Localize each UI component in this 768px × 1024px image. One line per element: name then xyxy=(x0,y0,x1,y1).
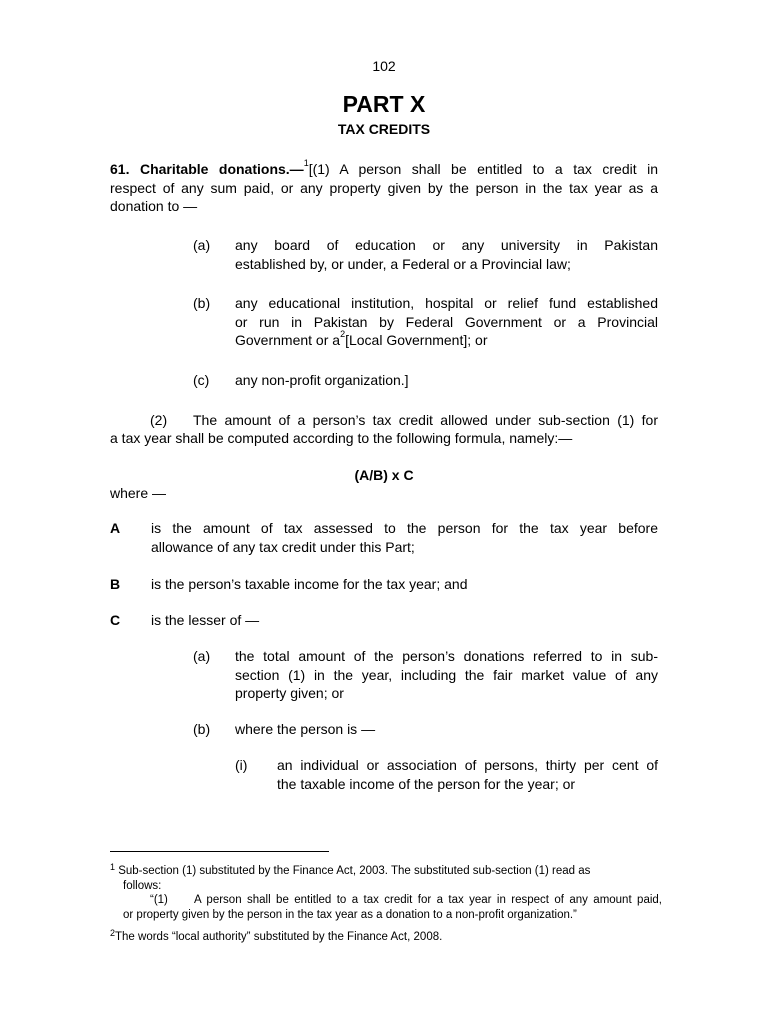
clause-label-b: (b) xyxy=(193,295,211,311)
clause-label-c: (c) xyxy=(193,372,210,388)
clause-b-last-line: Government or $a^2[Local$ Government]; or xyxy=(235,329,488,348)
c-label-b: (b) xyxy=(193,721,211,737)
c-item-a: the total amount of the person’s donations referred to in sub- section (1) in the year, including the fair market value of any property given; or xyxy=(235,648,658,701)
clause-c: any non-profit organization.] xyxy=(235,372,409,388)
subsection-2-line2: a tax year shall be computed according to the following formula, namely:— xyxy=(110,430,573,446)
footnote-1-mark: 1 xyxy=(110,862,116,872)
section-61-line1: 61. Charitable donations.—$^1$[(1) A person shall be entitled to a tax credit in xyxy=(110,158,658,177)
footnote-separator xyxy=(110,851,329,852)
sub-label-i: (i) xyxy=(235,757,248,773)
def-term-a: A xyxy=(110,520,121,536)
part-title: PART X xyxy=(342,91,426,117)
c-label-a: (a) xyxy=(193,648,211,664)
def-a: is the amount of tax assessed to the person for the tax year before allowance of any tax credit under this Part; xyxy=(151,520,658,555)
page-number: 102 xyxy=(372,58,396,74)
part-subtitle: TAX CREDITS xyxy=(337,121,431,137)
clause-a: any board of education or any university in Pakistan established by, or under, a Federal or a Provincial law; xyxy=(235,237,658,272)
section-61-intro xyxy=(110,160,658,216)
subsection-2-line1: The amount of a person’s tax credit allowed under sub-section (1) for xyxy=(193,412,658,428)
def-term-b: B xyxy=(110,576,121,592)
clause-label-a: (a) xyxy=(193,237,211,253)
footnote-ref-1: 1 xyxy=(303,158,309,168)
section-61-line3: donation to — xyxy=(110,198,198,214)
clause-b: any educational institution, hospital or relief fund established or run in Pakistan by Federal Government or a Provincial Government or $a^2[Local$ Government]; or xyxy=(235,295,658,348)
section-61-line2: respect of any sum paid, or any property given by the person in the tax year as a xyxy=(110,179,658,196)
footnote-2-mark: 2 xyxy=(110,928,116,938)
footnote-ref-2: 2 xyxy=(340,329,346,339)
footnote-2: $^2$The words “local authority” substituted by the Finance Act, 2008. xyxy=(110,928,443,943)
footnote-1: $^1$ Sub-section (1) substituted by the Finance Act, 2003. The substituted sub-section (1) read as follows: “(1) A person shall be entitled to a tax credit for a tax year in respect of any amount paid, or property given by the person in the tax year as a donation to a non-profit organization.” xyxy=(110,862,662,921)
formula: (A/B) x C xyxy=(354,467,414,483)
where-label: where — xyxy=(110,485,167,501)
section-heading: 61. Charitable donations.— xyxy=(110,161,304,177)
def-c: is the lesser of — xyxy=(151,612,260,628)
sub-item-i: an individual or association of persons, thirty per cent of the taxable income of the person for the year; or xyxy=(277,757,658,792)
footnote-1-quote-line1: “(1) A person shall be entitled to a tax credit for a tax year in respect of any amount paid, xyxy=(150,894,662,906)
def-b: is the person’s taxable income for the tax year; and xyxy=(151,576,468,592)
def-term-c: C xyxy=(110,612,121,628)
c-item-b: where the person is — xyxy=(235,721,376,737)
subsection-2-label: (2) xyxy=(150,412,168,428)
